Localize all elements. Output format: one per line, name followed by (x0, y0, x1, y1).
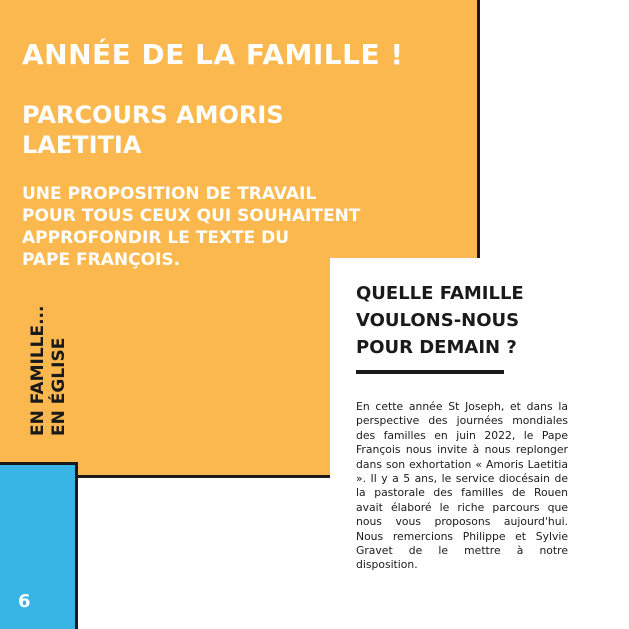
intro-text: UNE PROPOSITION DE TRAVAIL POUR TOUS CEUX QUI SOUHAITENT APPROFONDIR LE TEXTE DU PAPE FRANÇOIS. (22, 184, 361, 270)
article-body: En cette année St Joseph, et dans la perspective des journées mondiales des familles en juin 2022, le Pape François nous invite à nous replonger dans son exhortation « Amoris Laetitia ». Il y a 5 ans, le service diocésain de la pastorale des familles de Rouen avait élaboré le riche parcours que nous vous proposons aujourd'hui. Nous remercions Philippe et Sylvie Gravet de le mettre à notre disposition. (356, 400, 568, 572)
article-box (330, 258, 629, 629)
page-title: ANNÉE DE LA FAMILLE ! (22, 38, 404, 71)
page-subtitle: PARCOURS AMORIS LAETITIA (22, 101, 284, 159)
side-label (28, 306, 70, 436)
article-divider (356, 370, 504, 374)
article-title: QUELLE FAMILLE VOULONS-NOUS POUR DEMAIN ? (356, 283, 524, 358)
side-label-line1: EN FAMILLE... (28, 305, 48, 436)
blue-panel (0, 462, 78, 629)
side-label-line2: EN ÉGLISE (49, 337, 69, 436)
page-number: 6 (18, 591, 31, 612)
